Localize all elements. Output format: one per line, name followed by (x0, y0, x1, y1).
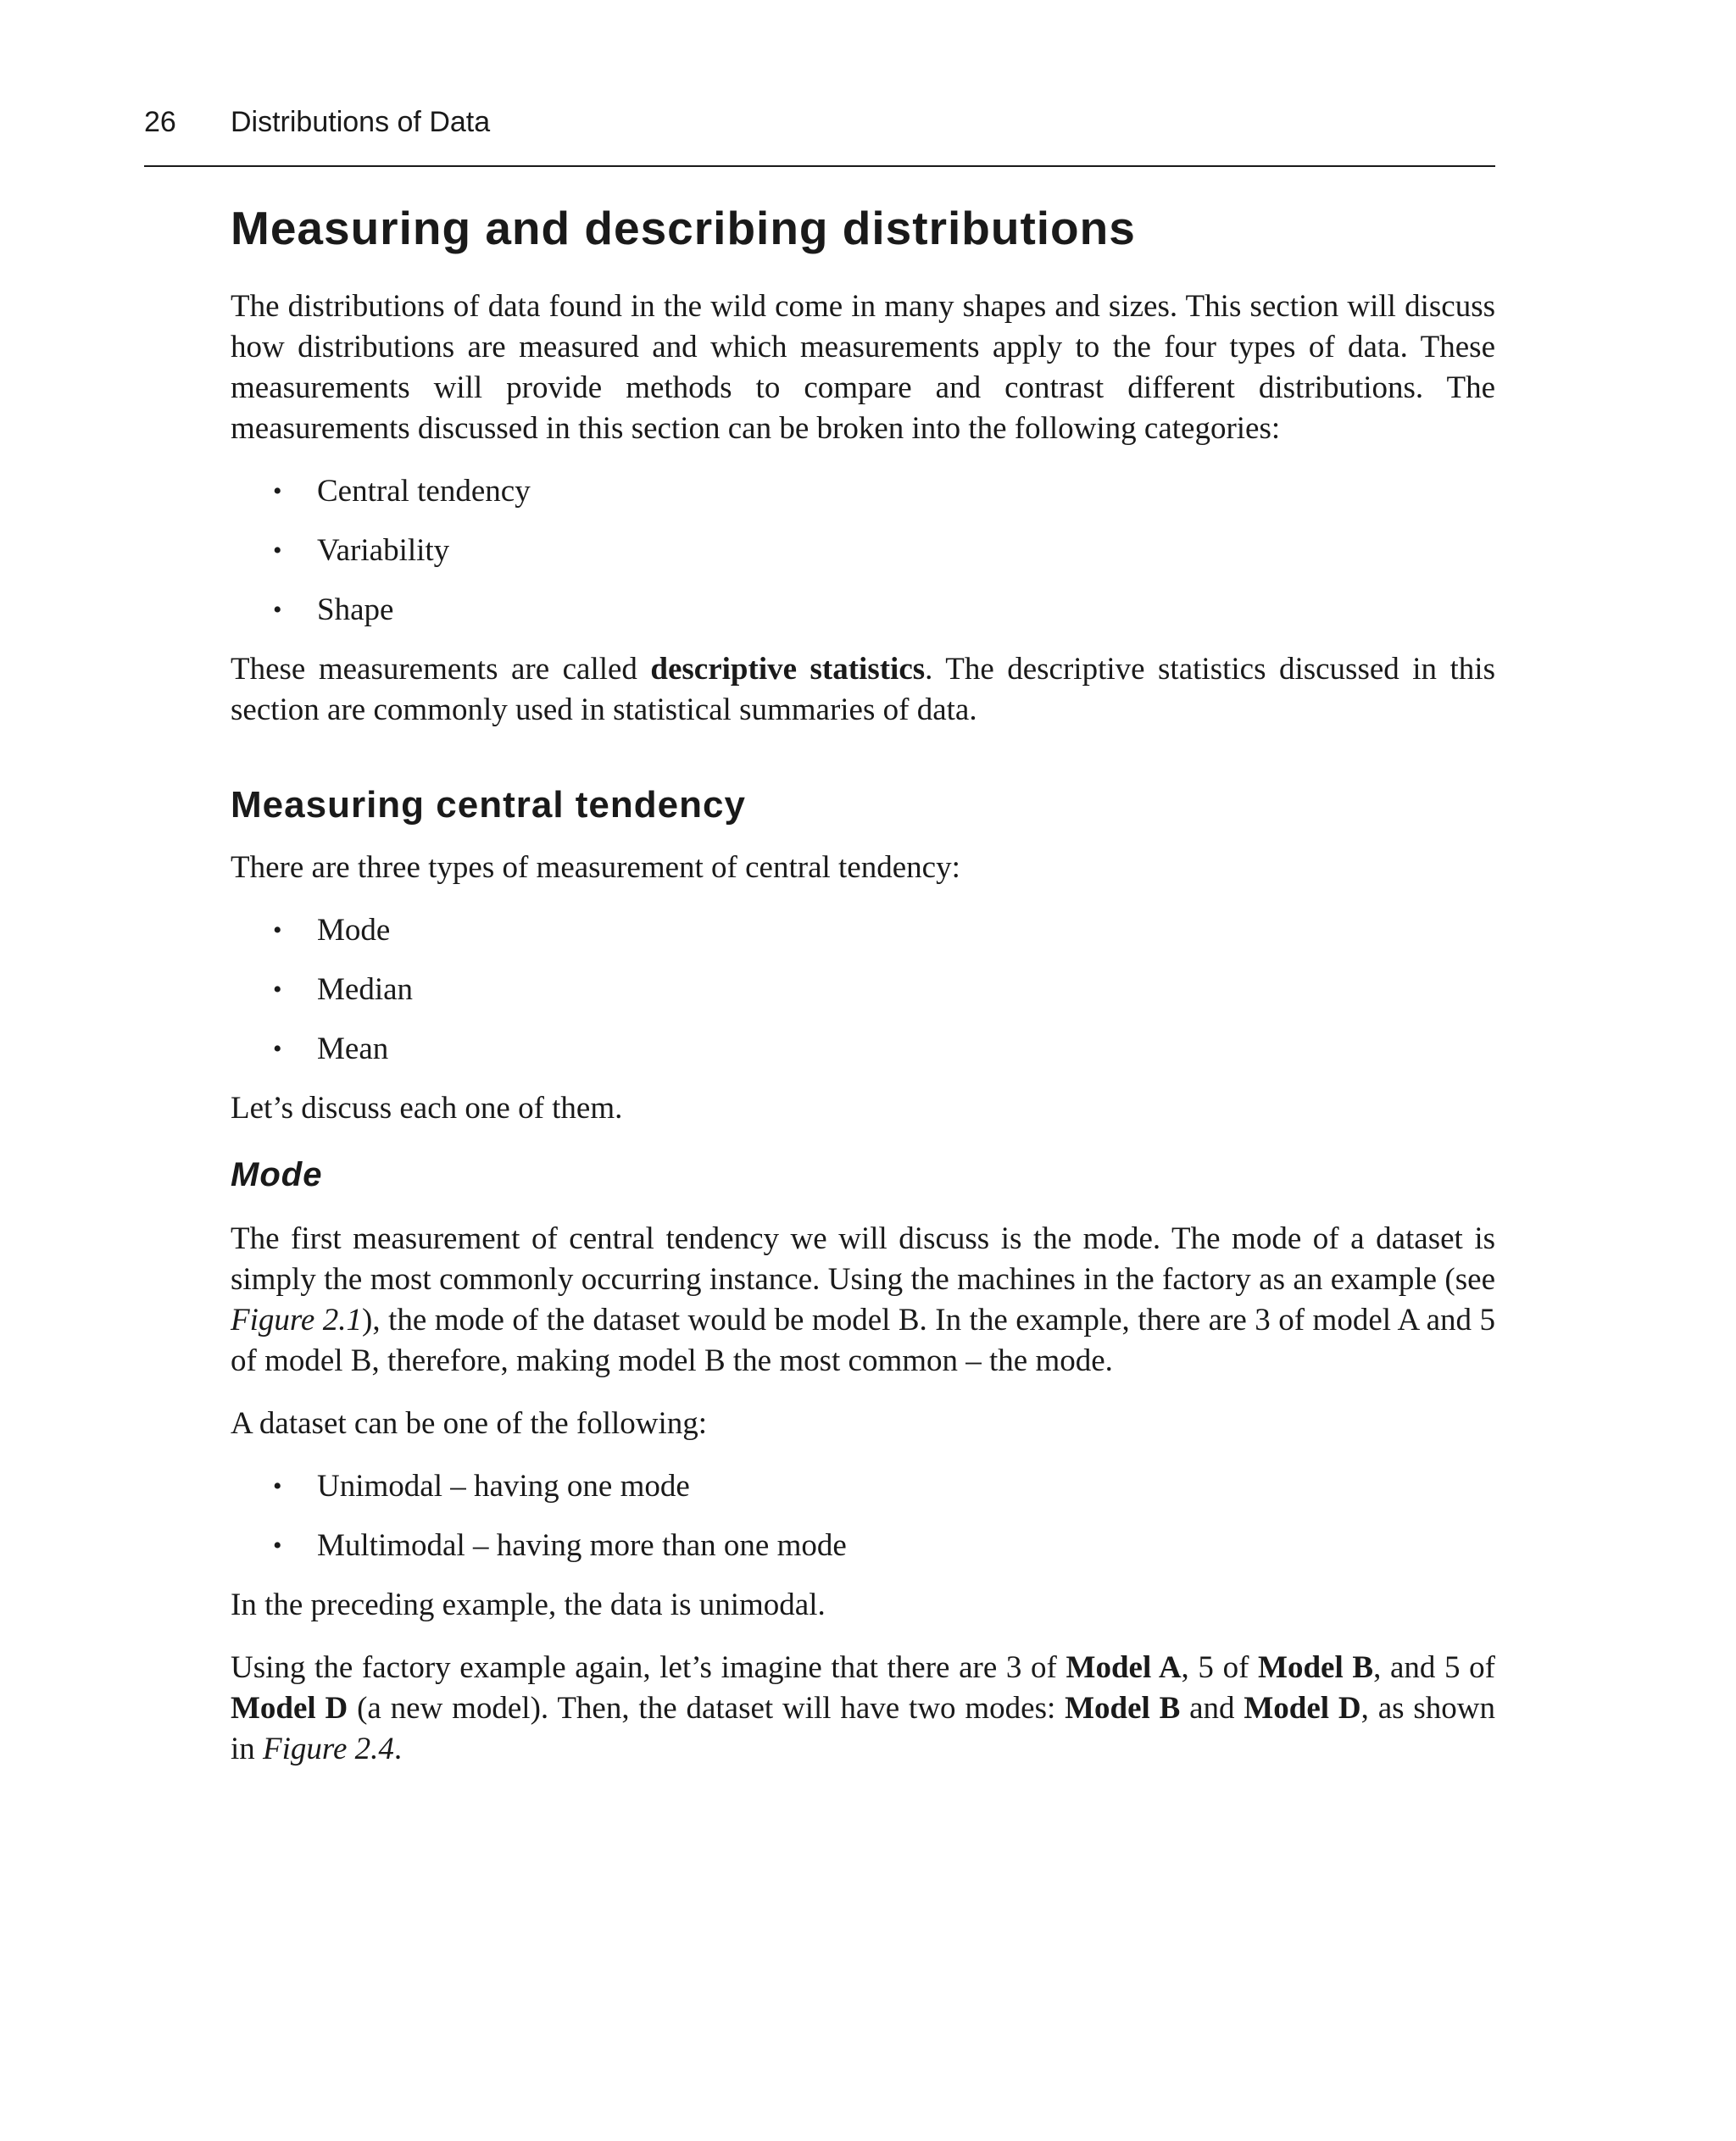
central-tendency-list (231, 910, 1495, 1070)
bullet-icon: • (273, 1532, 282, 1560)
section-title: Measuring and describing distributions (231, 202, 1136, 254)
dataset-types-intro: A dataset can be one of the following: (231, 1406, 708, 1441)
bullet-icon: • (273, 1472, 282, 1500)
figure-reference: Figure 2.4 (263, 1732, 394, 1766)
page-content (231, 195, 1495, 1792)
bullet-icon: • (273, 477, 282, 505)
intro-paragraph: The distributions of data found in the wild come in many shapes and sizes. This section will discuss how distributions are measured and which measurements apply to the four types of data. These measurements will provide methods to compare and contrast different distributions. The measurements discussed in this section can be broken into the following categories: (231, 289, 1495, 446)
list-item: • Mean (231, 1029, 1495, 1070)
bullet-icon: • (273, 537, 282, 564)
bullet-icon: • (273, 976, 282, 1004)
list-item: • Central tendency (231, 471, 1495, 512)
list-item: • Variability (231, 531, 1495, 571)
bullet-icon: • (273, 596, 282, 624)
mode-heading: Mode (231, 1156, 323, 1193)
bullet-icon: • (273, 916, 282, 944)
list-item: • Mode (231, 910, 1495, 951)
figure-reference: Figure 2.1 (231, 1303, 363, 1337)
page-number: 26 (144, 106, 176, 138)
list-item: • Unimodal – having one mode (231, 1466, 1495, 1507)
descriptive-statistics-paragraph: These measurements are called descriptive statistics. The descriptive statistics discussed in this section are commonly used in statistical summaries of data. (231, 652, 1495, 727)
mode-paragraph: The first measurement of central tendency we will discuss is the mode. The mode of a dataset is simply the most commonly occurring instance. Using the machines in the factory as an example (see Figure 2.1), the mode of the dataset would be model B. In the example, there are 3 of model A and 5 of model B, therefore, making model B the most common – the mode. (231, 1221, 1495, 1378)
central-tendency-intro: There are three types of measurement of central tendency: (231, 850, 960, 885)
central-tendency-closing: Let’s discuss each one of them. (231, 1091, 623, 1126)
bimodal-example-paragraph: Using the factory example again, let’s imagine that there are 3 of Model A, 5 of Model B, and 5 of Model D (a new model). Then, the dataset will have two modes: Model B and Model D, as shown in Figure 2.4. (231, 1650, 1495, 1766)
modality-list (231, 1466, 1495, 1566)
list-item: • Median (231, 970, 1495, 1010)
subsection-title: Measuring central tendency (231, 784, 746, 826)
running-header (144, 106, 1495, 167)
list-item: • Shape (231, 590, 1495, 631)
list-item: • Multimodal – having more than one mode (231, 1526, 1495, 1566)
running-title: Distributions of Data (231, 106, 491, 138)
unimodal-paragraph: In the preceding example, the data is unimodal. (231, 1588, 826, 1622)
descriptive-statistics-term: descriptive statistics (650, 652, 926, 687)
bullet-icon: • (273, 1035, 282, 1063)
categories-list (231, 471, 1495, 631)
